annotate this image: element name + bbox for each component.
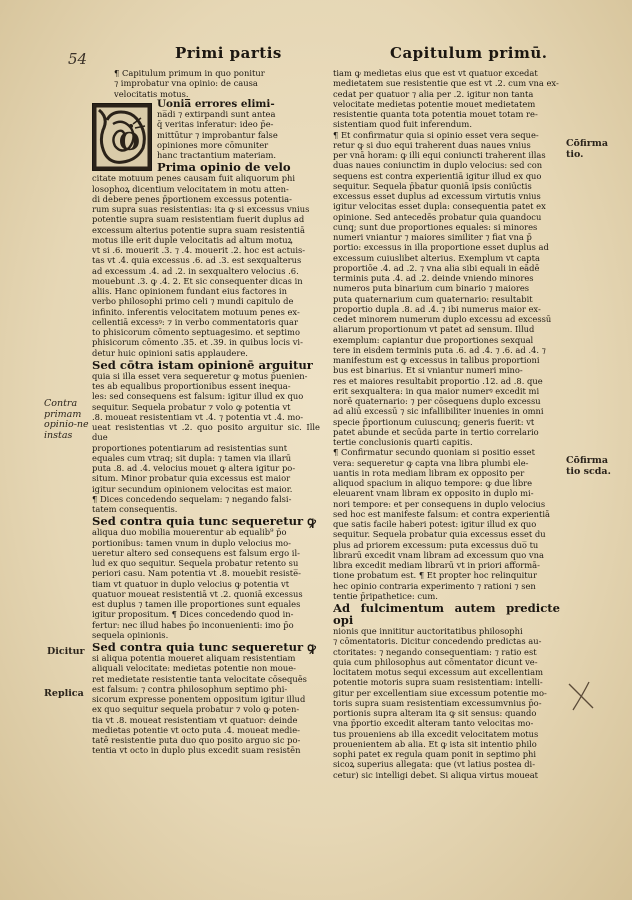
text-line: tatē resistentie puta duo quo posito arguo sic po-	[92, 735, 301, 745]
text-line: specie p̄portionum cuiuscunq; generis fuerit: vt	[333, 416, 535, 427]
text-line: medietas potentie vt octo puta .4. moueat medie-	[92, 724, 300, 735]
text-line: ⁊ cōmentatoris. Dicitur concedendo predictas au-	[333, 636, 542, 647]
text-line: vera: sequeretur ꝙ capta vna libra plumbi ele-	[333, 457, 529, 468]
text-line: manifestum est ꝙ excessus in talibus proportioni	[333, 355, 540, 365]
paragraph	[333, 626, 560, 780]
text-line: vna p̄portio excedit alteram tanto velocitas mo-	[333, 718, 534, 729]
text-line: hanc tractantium materiam.	[157, 150, 277, 160]
text-line: proportiōe .4. ad .2. ⁊ vna alia sibi equali in eādē	[333, 262, 540, 273]
text-line: opiniones more cōmuniter	[157, 139, 269, 150]
text-line: excessus esset duplus ad excessum virtutis vnius	[333, 191, 541, 201]
text-line: mouebunt .3. ꝙ .4. 2. Et sic consequenter dicas in	[92, 275, 303, 286]
text-line: est duplus ⁊ tamen ille proportiones sunt equales	[92, 599, 301, 609]
text-line: nionis que innititur auctoritatibus philosophi	[333, 626, 523, 636]
text-line: duas naues coniunctim in duplo velocius: sed con	[333, 160, 543, 171]
text-line: aliquali velocitate: medietas potentie non moue-	[92, 663, 296, 674]
text-line: gitur per excellentiam siue excessum potentie mo-	[333, 687, 547, 698]
margin-note-replica: Replica	[44, 688, 84, 699]
text-line: puta .8. ad .4. velocius mouet ꝙ altera igitur po-	[92, 463, 296, 473]
section-heading: Sed cōtra istam opinionē arguitur	[92, 357, 313, 372]
rubric-line: ⁊ improbatur vna opinio: de causa	[114, 78, 258, 89]
text-line: proportiones potentiarum ad resistentias sunt	[92, 442, 288, 453]
text-line: ¶ Et confirmatur quia si opinio esset vera seque-	[333, 129, 539, 140]
paragraph	[92, 653, 320, 756]
text-line: potentie motoris supra suam resistentiam: intelli-	[333, 677, 543, 688]
text-line: q̄ veritas inferatur: ideo p̄e-	[157, 119, 274, 130]
text-line: ctoritates: ⁊ negando consequentiam: ⁊ ratio est	[333, 646, 537, 657]
text-line: sophi patet ex regula quam ponit in septimo phi	[333, 749, 537, 759]
text-line: lud ex quo sequitur. Sequela probatur retento su	[92, 558, 299, 568]
margin-note-confirmatio-secunda: Cōfirma tio scda.	[566, 455, 611, 477]
text-line: sicoꝝ superius allegata: que (vt latius postea di-	[333, 759, 536, 770]
text-line: Uonia̅ errores elimi-	[157, 97, 275, 110]
text-line: per vnā horam: ꝙ illi equi coniuncti traherent illas	[333, 150, 546, 160]
text-line: numeros puta binarium cum binario ⁊ maiores	[333, 283, 530, 294]
section-heading: Prima opinio de velo	[157, 160, 291, 175]
text-line: detur huic opinioni satis applaudere.	[92, 347, 248, 358]
text-line: fertur: nec illud habes p̄o inconuenienti: imo p̄o	[92, 619, 294, 630]
text-line: tertie conclusionis quarti capitis.	[333, 437, 473, 447]
dragon-initial-icon	[93, 104, 151, 170]
text-line: igitur secundum opinionem velocitas est maior.	[92, 483, 293, 494]
text-line: opinione. Sed antecedēs probatur quia quandocu	[333, 211, 542, 222]
text-line: situm. Minor probatur quia excessus est maior	[92, 473, 291, 484]
text-line: medietatem sue resistentie que est vt .2. cum vna ex-	[333, 78, 559, 89]
text-line: sequitur. Sequela p̄batur quoniā ipsis coniūctis	[333, 180, 532, 191]
text-line: les: sed consequens est falsum: igitur illud ex quo	[92, 391, 304, 402]
rubric-line: velocitatis motus.	[114, 88, 189, 99]
text-line: uantis in rota mediam libram ex opposito per	[333, 467, 525, 478]
text-line: cetur) sic intelligi debet. Si aliqua virtus moueat	[333, 769, 539, 780]
paragraph	[333, 68, 560, 601]
text-line: eleuarent vnam libram ex opposito in duplo mi-	[333, 488, 534, 499]
text-line: quatuor moueat resistentiā vt .2. quoniā excessus	[92, 588, 303, 599]
text-line: ad aliū excessū ⁊ sic infallibiliter inuenies in omni	[333, 406, 544, 417]
text-line: sed hoc est manifeste falsum: et contra experientiā	[333, 508, 550, 519]
text-line: hec opinio contraria experimento ⁊ rationi ⁊ sen	[333, 580, 536, 591]
text-line: resistentie quanta tota potentia mouet totam re-	[333, 109, 538, 119]
text-line: aliarum proportionum vt patet ad sensum. Illud	[333, 324, 535, 335]
text-line: velocitate medietas potentie mouet medietatem	[333, 98, 536, 109]
text-line: sequela opinionis.	[92, 629, 169, 640]
section-heading: Sed contra quia tunc sequeretur ꝙ	[92, 640, 316, 654]
text-line: sequitur. Sequela probatur ⁊ volo ꝙ potentia vt	[92, 401, 291, 412]
text-line: quia si illa esset vera sequeretur ꝙ motus p̄uenien-	[92, 370, 308, 381]
text-line: na̅di ⁊ extirpandi sunt antea	[157, 109, 276, 119]
page-number: 54	[68, 50, 88, 68]
text-line: tentie p̄ripathetice: cum.	[333, 590, 438, 601]
text-line: losophoꝝ dicentium velocitatem in motu atten-	[92, 183, 289, 194]
text-line: prouenientem ab alia. Et ꝙ ista sit intentio philo	[333, 738, 537, 749]
handwritten-cross-mark-icon	[565, 680, 599, 712]
text-line: excessum cuiuslibet alterius. Exemplum vt capta	[333, 252, 540, 263]
text-line: ¶ Confirmatur secundo quoniam si positio esset	[333, 447, 535, 458]
text-line: .8. moueat resistentiam vt .4. ⁊ potentia vt .4. mo-	[92, 411, 304, 422]
text-line: aliqua duo mobilia mouerentur ab equalib⁹ p̄o	[92, 527, 287, 538]
chapter-rubric	[92, 68, 320, 99]
text-line: est falsum: ⁊ contra philosophum septimo phi-	[92, 683, 288, 694]
text-line: di debere penes p̄portionem excessus potentia-	[92, 193, 292, 204]
text-line: motus ille erit duple velocitatis ad altum motuꝝ	[92, 234, 293, 245]
text-line: mittūtur ⁊ improbantur false	[157, 129, 278, 140]
text-line: puta quaternarium cum quaternario: resultabit	[333, 293, 533, 304]
text-line: sistentiam quod fuit inferendum.	[333, 119, 472, 130]
text-line: tiam vt quatuor in duplo velocius ꝙ potentia vt	[92, 578, 290, 589]
text-line: sequitur. Sequela probatur quia excessus esset du	[333, 529, 546, 540]
text-line: phisicorum cōmento .35. et .39. in quibus locis vi-	[92, 337, 303, 348]
text-line: igitur propositum. ¶ Dices concedendo quod in-	[92, 609, 294, 620]
text-line: exemplum: capiantur due proportiones sexqual	[333, 334, 534, 345]
text-line: ad excessum .4. ad .2. in sexqualtero velocius .6.	[92, 265, 299, 276]
text-line: cellentiā excessꝰ: ⁊ in verbo commentatoris quar	[92, 316, 298, 327]
text-line: tas vt .4. quia excessus .6. ad .3. est sexqualterus	[92, 255, 302, 266]
text-line: proportio dupla .8. ad .4. ⁊ ibi numerus maior ex-	[333, 303, 541, 314]
text-line: tia vt .8. moueat resistentiam vt quatuor: deinde	[92, 714, 298, 725]
text-line: que satis facile haberi potest: igitur illud ex quo	[333, 519, 537, 529]
text-line: sicorum expresse ponentem oppositum igitur illud	[92, 694, 306, 704]
text-line: igitur velocitas esset dupla: consequentia patet ex	[333, 201, 546, 212]
text-line: to phisicorum cōmento septuagesimo. et septimo	[92, 327, 300, 337]
text-line: numeri vniantur ⁊ maiores similiter ⁊ fiat vna p̄	[333, 232, 532, 242]
text-line: infinito. inferentis velocitatem motuum penes ex-	[92, 306, 300, 317]
text-line: cedat per quatuor ⁊ alia per .2. igitur non tanta	[333, 88, 534, 99]
text-line: aliquod spacium in aliquo tempore: ꝙ due libre	[333, 478, 533, 488]
text-line: portionibus: tamen vnum in duplo velocius mo-	[92, 537, 291, 548]
text-line: quia cum philosophus aut cōmentator dicunt ve-	[333, 656, 538, 667]
decorated-initial-letter	[92, 103, 152, 171]
text-line: libra excedit mediam librarū vt in priori afformā-	[333, 560, 540, 570]
text-line: tatem consequentis.	[92, 504, 178, 514]
text-line: terminis puta .4. ad .2. deinde vniendo minores	[333, 273, 534, 283]
text-line: portionis supra alteram ita ꝙ sit sensus: quando	[333, 708, 537, 718]
text-line: tus proueniens ab illa excedit velocitatem motus	[333, 728, 539, 739]
left-text-column	[92, 68, 320, 868]
text-line: aliis. Hanc opinionem fundant eius factores in	[92, 286, 287, 296]
text-line: sequens est contra experientiā igitur illud ex quo	[333, 170, 542, 181]
text-line: vt si .6. mouerit .3. ⁊ .4. mouerit .2. hoc est actuis-	[92, 245, 306, 255]
paragraph	[92, 173, 320, 358]
text-line: retur ꝙ si duo equi traherent duas naues vnius	[333, 139, 531, 150]
margin-note-contra: Contra primam opinio-ne instas	[44, 398, 89, 441]
paragraph	[92, 527, 320, 640]
text-line: plus ad priorem excessum: puta excessus duo̅ tu	[333, 539, 539, 550]
text-line: librarū excedit vnam libram ad excessum quo vna	[333, 549, 544, 560]
text-line: verbo philosophi primo celi ⁊ mundi capitulo de	[92, 296, 294, 307]
margin-note-dicitur: Dicitur	[47, 646, 85, 657]
text-line: ueat resistentias vt .2. quo posito arguitur sic. Ille due	[92, 422, 320, 443]
text-line: ex quo sequitur sequela probatur ⁊ volo ꝙ poten-	[92, 704, 300, 715]
text-line: tiam ꝙ medietas eius que est vt quatuor excedat	[333, 68, 538, 78]
text-line: portio: excessus in illa proportione esset duplus ad	[333, 242, 549, 253]
margin-note-confirmatio: Cōfirma tio.	[566, 138, 609, 160]
text-line: patet abunde et secūda parte in tertio correlario	[333, 426, 539, 437]
text-line: citate motuum penes causam fuit aliquorum phi	[92, 173, 296, 184]
running-head-left: Primi partis	[175, 44, 282, 62]
text-line: locitatem motus sequi excessum aut excellentiam	[333, 667, 543, 677]
section-heading: Sed contra quia tunc sequeretur ꝙ	[92, 514, 316, 529]
text-line: cunq; sunt due proportiones equales: si minores	[333, 221, 538, 232]
text-line: si aliqua potentia moueret aliquam resistentiam	[92, 653, 296, 663]
text-line: tentia vt octo in duplo plus excedit suam resistēn	[92, 745, 301, 756]
text-line: equales cum vtraq; sit dupla: ⁊ tamen via illarū	[92, 452, 292, 463]
initial-letter: O	[119, 126, 140, 156]
section-heading: Ad fulcimentum autem predicte opi	[333, 601, 560, 627]
text-line: tione probatum est. ¶ Et propter hoc relinquitur	[333, 570, 537, 581]
text-line: ueretur altero sed consequens est falsum ergo il-	[92, 547, 300, 558]
text-line: rum supra suas resistentias: ita ꝙ si excessus vnius	[92, 204, 310, 214]
text-line: periori casu. Nam potentia vt .8. mouebit resiste̅-	[92, 568, 301, 579]
text-line: cedet minorem numerum duplo excessu ad excessū	[333, 314, 552, 324]
text-line: norē quaternario: ⁊ per cōsequens duplo excessu	[333, 396, 541, 406]
rubric-line: ¶ Capitulum primum in quo ponitur	[114, 68, 265, 78]
text-line: ¶ Dices concedendo sequelam: ⁊ negando falsi-	[92, 493, 292, 504]
text-line: res et maiores resultabit proportio .12. ad .8. que	[333, 375, 543, 386]
running-head-right: Capitulum primū.	[390, 44, 548, 62]
text-line: excessum alterius potentie supra suam resistentiā	[92, 224, 305, 235]
text-line: ret medietate resistentie tanta velocitate cōsequēs	[92, 673, 307, 684]
text-line: tere in eisdem terminis puta .6. ad .4. ⁊ .6. ad .4. ⁊	[333, 344, 546, 355]
text-line: bus est binarius. Et si vniantur numeri mino-	[333, 365, 523, 376]
text-line: erit sexqualtera: in qua maior numerꝰ excedit mi	[333, 385, 540, 396]
text-line: potentie supra suam resistentiam fuerit duplus ad	[92, 214, 305, 225]
text-line: tes ab equalibus proportionibus essent inequa-	[92, 381, 291, 391]
right-text-column	[333, 68, 560, 868]
text-line: toris supra suam resistentiam excessumvnius p̄o-	[333, 697, 542, 708]
paragraph	[92, 371, 320, 515]
text-line: nori tempore: et per consequens in duplo velocius	[333, 498, 546, 509]
